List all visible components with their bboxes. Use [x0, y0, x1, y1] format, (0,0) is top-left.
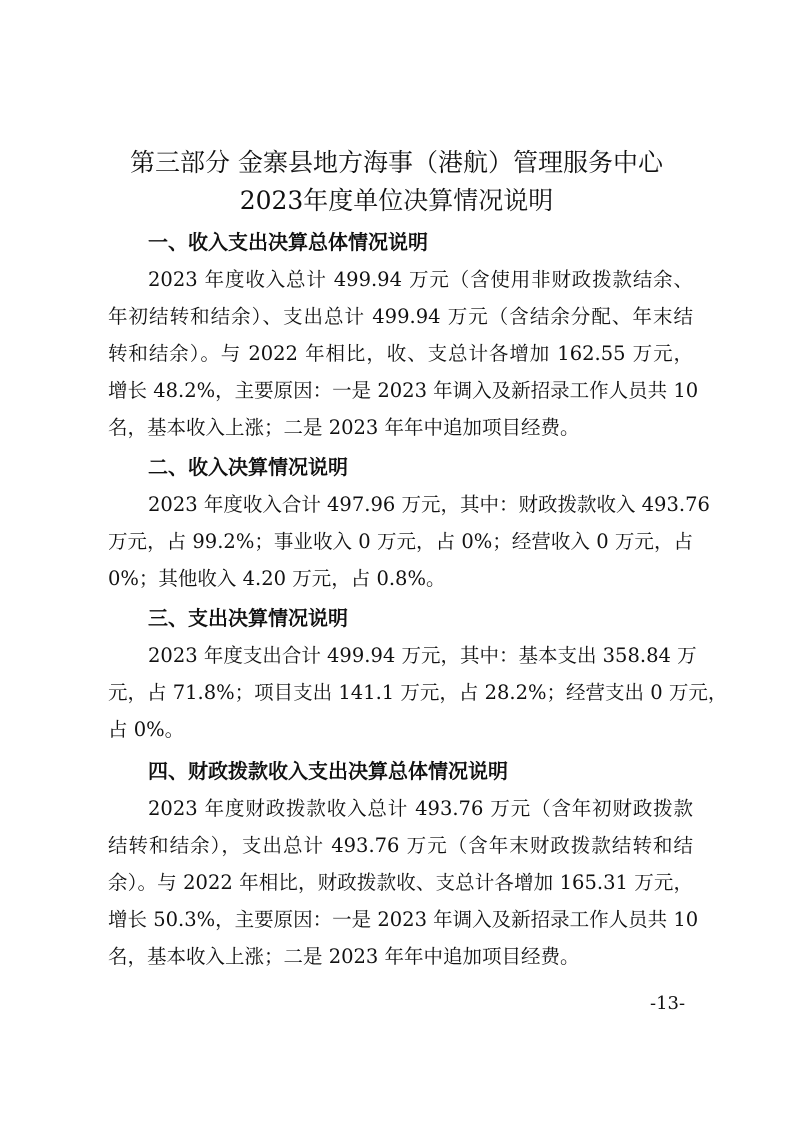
section-3-line-3: 占 0%。: [108, 718, 185, 741]
document-title-line-1: 第三部分 金寨县地方海事（港航）管理服务中心: [130, 148, 663, 177]
section-1-line-2: 年初结转和结余）、支出总计 499.94 万元（含结余分配、年末结: [108, 305, 693, 328]
document-title-line-2: 2023年度单位决算情况说明: [239, 186, 554, 215]
section-4-line-4: 增长 50.3%，主要原因：一是 2023 年调入及新招录工作人员共 10: [108, 908, 699, 931]
section-4-heading: 四、财政拨款收入支出决算总体情况说明: [148, 759, 508, 783]
section-2-line-3: 0%；其他收入 4.20 万元，占 0.8%。: [108, 567, 446, 590]
section-1-line-5: 名，基本收入上涨；二是 2023 年年中追加项目经费。: [108, 416, 580, 439]
section-2-heading: 二、收入决算情况说明: [148, 455, 348, 479]
section-1-line-3: 转和结余）。与 2022 年相比，收、支总计各增加 162.55 万元，: [108, 342, 693, 365]
section-1-line-4: 增长 48.2%，主要原因：一是 2023 年调入及新招录工作人员共 10: [108, 379, 699, 402]
section-3-heading: 三、支出决算情况说明: [148, 606, 348, 630]
section-4-line-5: 名，基本收入上涨；二是 2023 年年中追加项目经费。: [108, 945, 580, 968]
section-3-line-1: 2023 年度支出合计 499.94 万元，其中：基本支出 358.84 万: [148, 644, 697, 667]
section-2-line-1: 2023 年度收入合计 497.96 万元，其中：财政拨款收入 493.76: [148, 493, 710, 516]
page-number: -13-: [650, 993, 686, 1014]
section-3-line-2: 元，占 71.8%；项目支出 141.1 万元，占 28.2%；经营支出 0 万元，: [108, 681, 728, 704]
section-4-line-2: 结转和结余），支出总计 493.76 万元（含年末财政拨款结转和结: [108, 834, 693, 857]
section-1-line-1: 2023 年度收入总计 499.94 万元（含使用非财政拨款结余、: [148, 268, 693, 291]
section-4-line-1: 2023 年度财政拨款收入总计 493.76 万元（含年初财政拨款: [148, 797, 693, 820]
section-4-line-3: 余）。与 2022 年相比，财政拨款收、支总计各增加 165.31 万元，: [108, 871, 693, 894]
section-2-line-2: 万元，占 99.2%；事业收入 0 万元，占 0%；经营收入 0 万元，占: [108, 530, 693, 553]
section-1-heading: 一、收入支出决算总体情况说明: [148, 230, 428, 254]
